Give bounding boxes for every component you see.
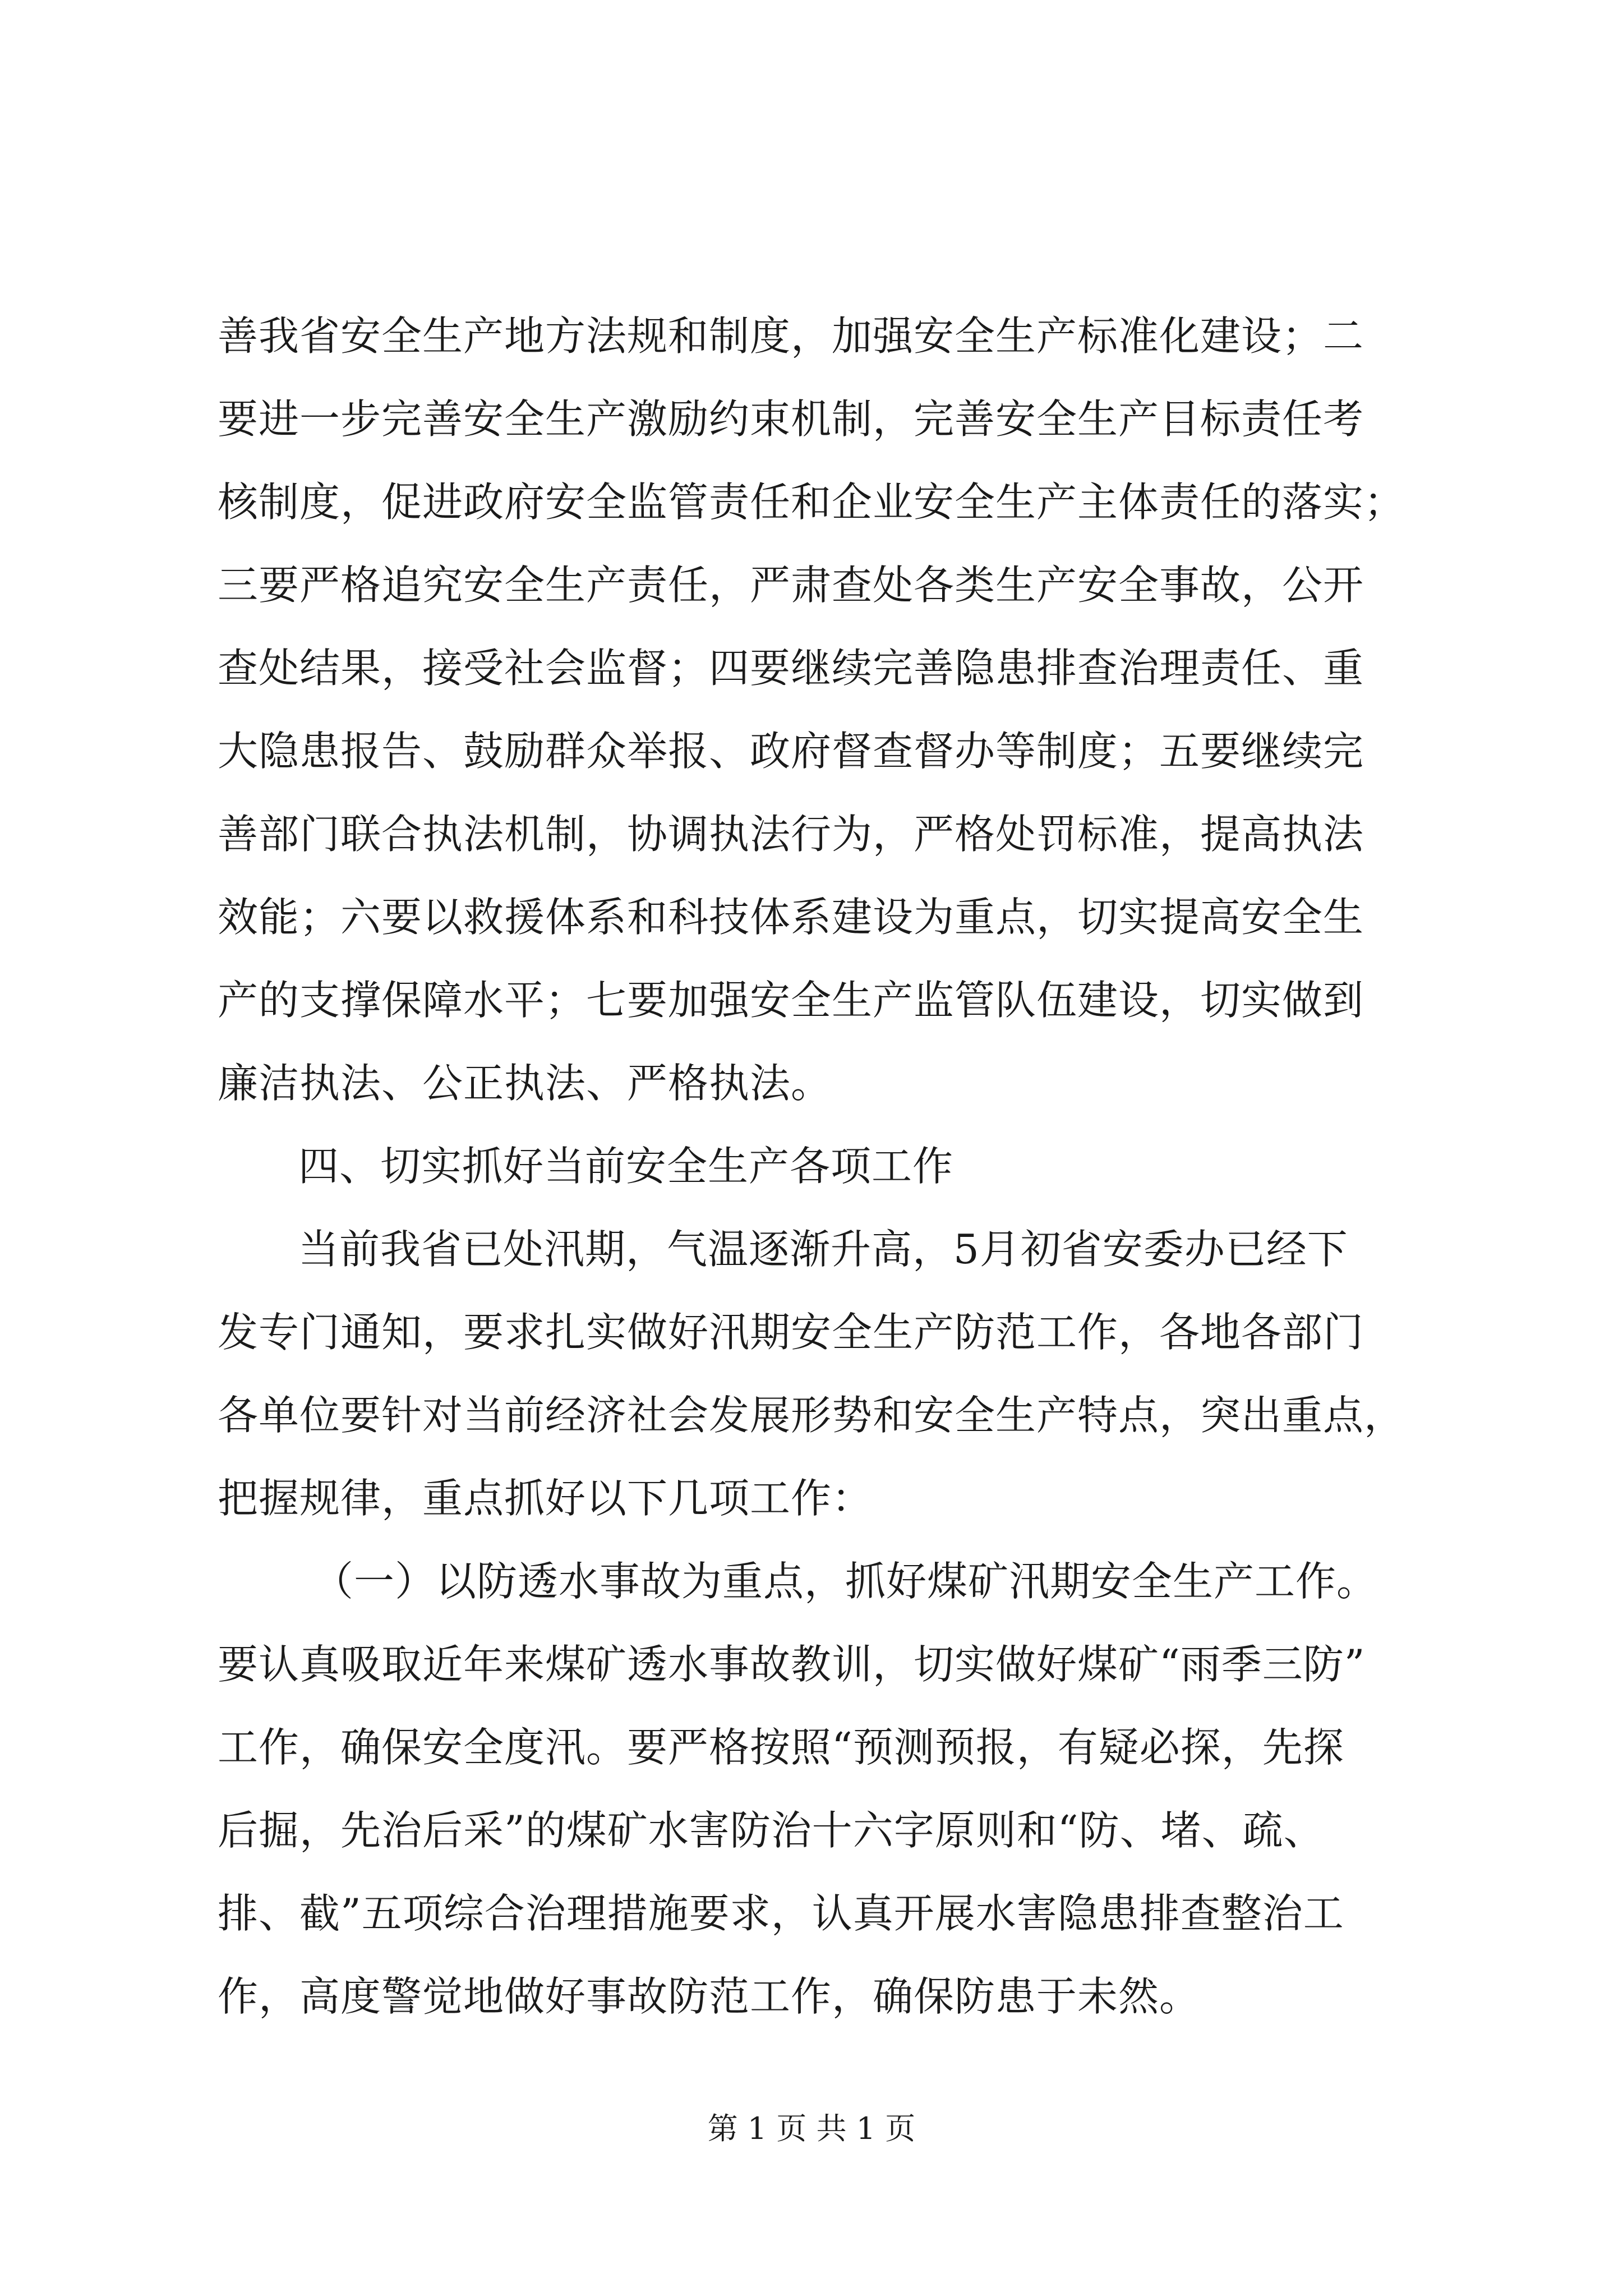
- text-line: 要认真吸取近年来煤矿透水事故教训，切实做好煤矿“雨季三防”: [218, 1641, 1366, 1688]
- subsection-heading: （一）以防透水事故为重点，抓好煤矿汛期安全生产工作。: [313, 1558, 1378, 1605]
- text-line: 把握规律，重点抓好以下几项工作：: [218, 1475, 873, 1522]
- text-line: 作，高度警觉地做好事故防范工作，确保防患于未然。: [218, 1973, 1201, 2020]
- text-line: 工作，确保安全度汛。要严格按照“预测预报，有疑必探，先探: [218, 1724, 1344, 1771]
- text-line: 三要严格追究安全生产责任，严肃查处各类生产安全事故，公开: [218, 562, 1364, 609]
- text-line: 廉洁执法、公正执法、严格执法。: [218, 1060, 832, 1107]
- page-footer: 第 1 页 共 1 页: [707, 2111, 916, 2146]
- text-line: 产的支撑保障水平；七要加强安全生产监管队伍建设，切实做到: [218, 977, 1364, 1024]
- text-line: 排、截”五项综合治理措施要求，认真开展水害隐患排查整治工: [218, 1890, 1344, 1937]
- text-line: 善我省安全生产地方法规和制度，加强安全生产标准化建设；二: [218, 312, 1364, 360]
- text-line: 各单位要针对当前经济社会发展形势和安全生产特点，突出重点，: [218, 1392, 1405, 1439]
- text-line: 效能；六要以救援体系和科技体系建设为重点，切实提高安全生: [218, 894, 1364, 941]
- body-text: [218, 295, 1429, 2038]
- text-line: 发专门通知，要求扎实做好汛期安全生产防范工作，各地各部门: [218, 1309, 1364, 1356]
- text-line: 善部门联合执法机制，协调执法行为，严格处罚标准，提高执法: [218, 811, 1364, 858]
- text-line: 要进一步完善安全生产激励约束机制，完善安全生产目标责任考: [218, 395, 1364, 443]
- text-line: 后掘，先治后采”的煤矿水害防治十六字原则和“防、堵、疏、: [218, 1807, 1325, 1854]
- paragraph-start: 当前我省已处汛期，气温逐渐升高，5月初省安委办已经下: [298, 1226, 1348, 1273]
- section-heading: 四、切实抓好当前安全生产各项工作: [298, 1143, 954, 1190]
- text-line: 大隐患报告、鼓励群众举报、政府督查督办等制度；五要继续完: [218, 728, 1364, 775]
- text-line: 核制度，促进政府安全监管责任和企业安全生产主体责任的落实；: [218, 478, 1405, 526]
- text-line: 查处结果，接受社会监督；四要继续完善隐患排查治理责任、重: [218, 645, 1364, 692]
